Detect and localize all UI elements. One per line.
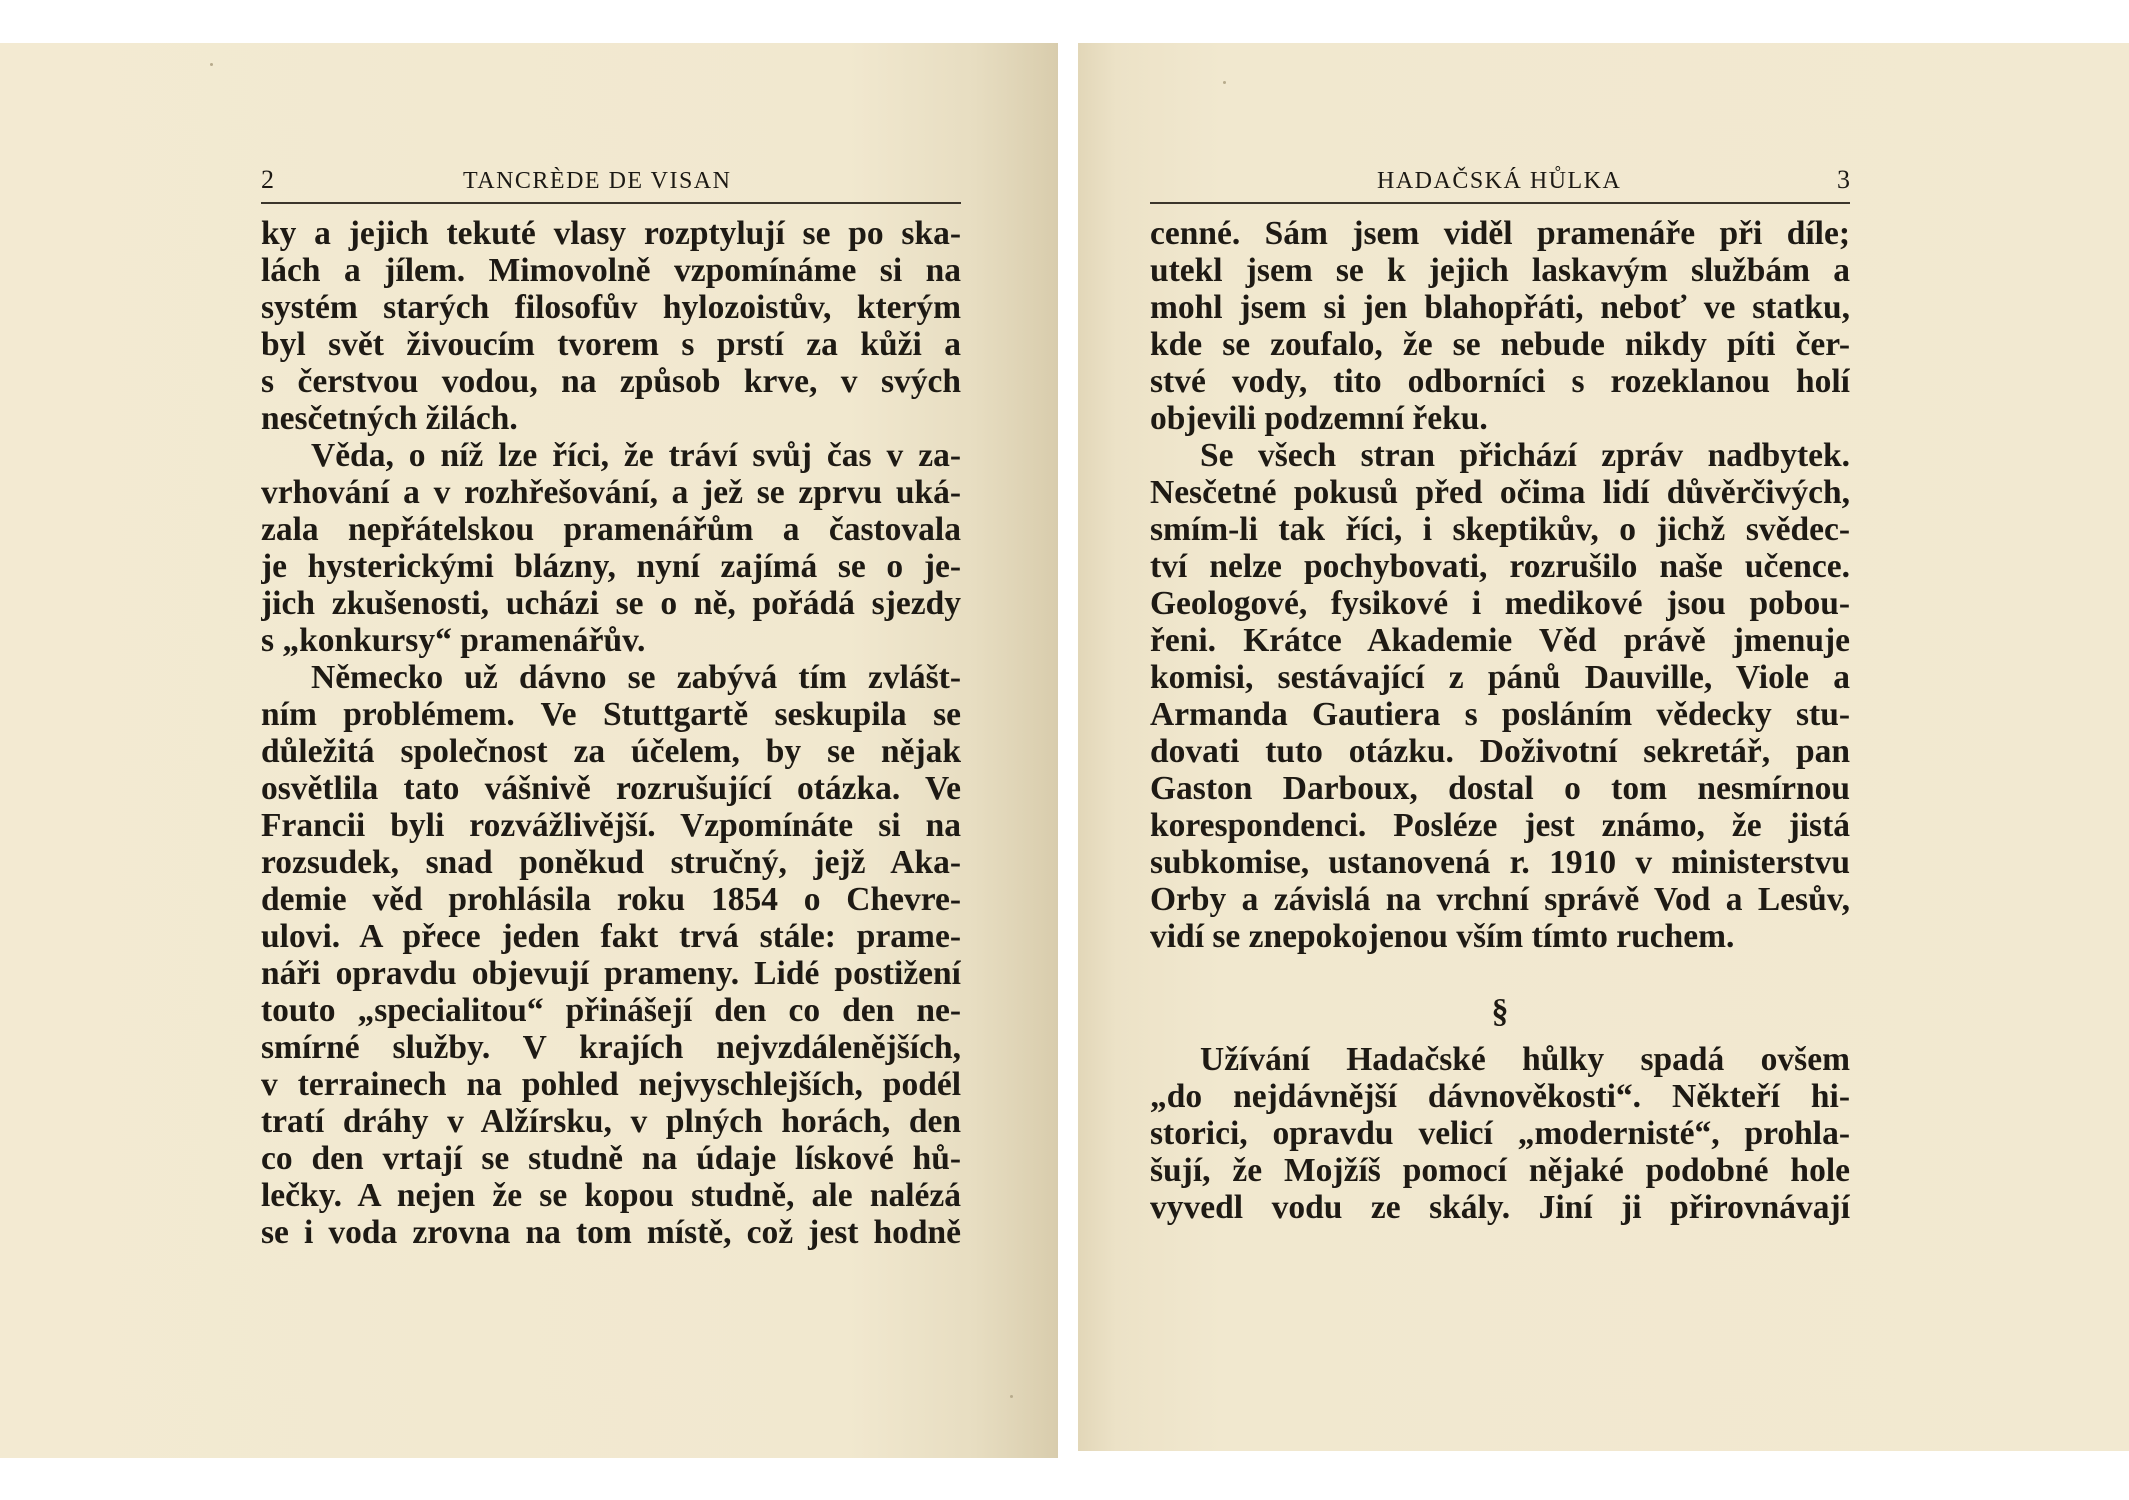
page-gutter	[1058, 0, 1078, 1500]
text-line: se i voda zrovna na tom místě, což jest hodně	[261, 1214, 961, 1251]
paper-speck	[1223, 81, 1226, 84]
text-line: objevili podzemní řeku.	[1150, 400, 1488, 437]
text-line: lách a jílem. Mimovolně vzpomínáme si na	[261, 252, 961, 289]
text-line: šují, že Mojžíš pomocí nějaké podobné hole	[1150, 1152, 1850, 1189]
text-line: smírné služby. V krajích nejvzdálenějších,	[261, 1029, 961, 1066]
text-line: náři opravdu objevují prameny. Lidé postižení	[261, 955, 961, 992]
right-running-title: HADAČSKÁ HŮLKA	[1377, 168, 1622, 194]
text-line: jich zkušenosti, ucházi se o ně, pořádá sjezdy	[261, 585, 961, 622]
text-line: lečky. A nejen že se kopou studně, ale nalézá	[261, 1177, 961, 1214]
section-gap	[1150, 955, 1850, 967]
text-line: řeni. Krátce Akademie Věd právě jmenuje	[1150, 622, 1850, 659]
text-line: systém starých filosofův hylozoistův, kterým	[261, 289, 961, 326]
right-running-head	[1150, 163, 1850, 195]
right-page	[1063, 43, 2129, 1451]
text-line: cenné. Sám jsem viděl pramenáře při díle;	[1150, 215, 1850, 252]
paper-speck	[1010, 1395, 1013, 1398]
text-line: Gaston Darboux, dostal o tom nesmírnou	[1150, 770, 1850, 807]
right-text-block-2	[1150, 1041, 1850, 1226]
right-header-rule	[1150, 202, 1850, 204]
left-running-title: TANCRÈDE DE VISAN	[463, 168, 732, 194]
text-line: tratí dráhy v Alžírsku, v plných horách, den	[261, 1103, 961, 1140]
text-line: v terrainech na pohled nejvyschlejších, podél	[261, 1066, 961, 1103]
text-line: Francii byli rozvážlivější. Vzpomínáte si na	[261, 807, 961, 844]
text-line: s čerstvou vodou, na způsob krve, v svých	[261, 363, 961, 400]
text-line: storici, opravdu velicí „modernisté“, prohla-	[1150, 1115, 1850, 1152]
text-line: byl svět živoucím tvorem s prstí za kůži a	[261, 326, 961, 363]
text-line: tví nelze pochybovati, rozrušilo naše učence.	[1150, 548, 1850, 585]
text-line: touto „specialitou“ přinášejí den co den ne-	[261, 992, 961, 1029]
right-body-text	[1150, 215, 1850, 1226]
text-line: ulovi. A přece jeden fakt trvá stále: prame-	[261, 918, 961, 955]
paper-speck	[210, 63, 213, 66]
text-line: demie věd prohlásila roku 1854 o Chevre-	[261, 881, 961, 918]
text-line: mohl jsem si jen blahopřáti, neboť ve statku,	[1150, 289, 1850, 326]
text-line: vrhování a v rozhřešování, a jež se zprvu uká-	[261, 474, 961, 511]
text-line: vidí se znepokojenou vším tímto ruchem.	[1150, 918, 1735, 955]
section-mark: §	[1491, 993, 1509, 1030]
text-line: osvětlila tato vášnivě rozrušující otázka. Ve	[261, 770, 961, 807]
text-line: komisi, sestávající z pánů Dauville, Viole a	[1150, 659, 1850, 696]
right-text-block-1	[1150, 215, 1850, 955]
text-line: smím-li tak říci, i skeptikův, o jichž svědec-	[1150, 511, 1850, 548]
text-line: dovati tuto otázku. Doživotní sekretář, pan	[1150, 733, 1850, 770]
text-line: důležitá společnost za účelem, by se nějak	[261, 733, 961, 770]
text-line: co den vrtají se studně na údaje lískové hů-	[261, 1140, 961, 1177]
text-line: Nesčetné pokusů před očima lidí důvěrčivých,	[1150, 474, 1850, 511]
text-line: vyvedl vodu ze skály. Jiní ji přirovnávají	[1150, 1189, 1850, 1226]
left-running-head	[261, 163, 961, 195]
text-line: nesčetných žilách.	[261, 400, 518, 437]
text-line: Užívání Hadačské hůlky spadá ovšem	[1200, 1041, 1850, 1078]
text-line: ním problémem. Ve Stuttgartě seskupila se	[261, 696, 961, 733]
text-line: subkomise, ustanovená r. 1910 v ministerstvu	[1150, 844, 1850, 881]
text-line: utekl jsem se k jejich laskavým službám a	[1150, 252, 1850, 289]
text-line: je hysterickými blázny, nyní zajímá se o je-	[261, 548, 961, 585]
text-line: zala nepřátelskou pramenářům a častovala	[261, 511, 961, 548]
text-line: korespondenci. Posléze jest známo, že jistá	[1150, 807, 1850, 844]
left-body-text	[261, 215, 961, 1251]
left-header-rule	[261, 202, 961, 204]
text-line: Geologové, fysikové i medikové jsou pobou-	[1150, 585, 1850, 622]
text-line: Německo už dávno se zabývá tím zvlášt-	[311, 659, 961, 696]
text-line: Věda, o níž lze říci, že tráví svůj čas v za-	[311, 437, 961, 474]
left-page	[0, 43, 1060, 1458]
text-line: Orby a závislá na vrchní správě Vod a Lesův,	[1150, 881, 1850, 918]
text-line: Armanda Gautiera s posláním vědecky stu-	[1150, 696, 1850, 733]
text-line: kde se zoufalo, že se nebude nikdy píti čer-	[1150, 326, 1850, 363]
text-line: s „konkursy“ pramenářův.	[261, 622, 646, 659]
text-line: ky a jejich tekuté vlasy rozptylují se po ska-	[261, 215, 961, 252]
text-line: „do nejdávnější dávnověkosti“. Někteří hi-	[1150, 1078, 1850, 1115]
text-line: Se všech stran přichází zpráv nadbytek.	[1200, 437, 1850, 474]
text-line: stvé vody, tito odborníci s rozeklanou holí	[1150, 363, 1850, 400]
left-page-number: 2	[261, 165, 274, 194]
right-page-number: 3	[1837, 165, 1850, 194]
text-line: rozsudek, snad poněkud stručný, jejž Aka-	[261, 844, 961, 881]
